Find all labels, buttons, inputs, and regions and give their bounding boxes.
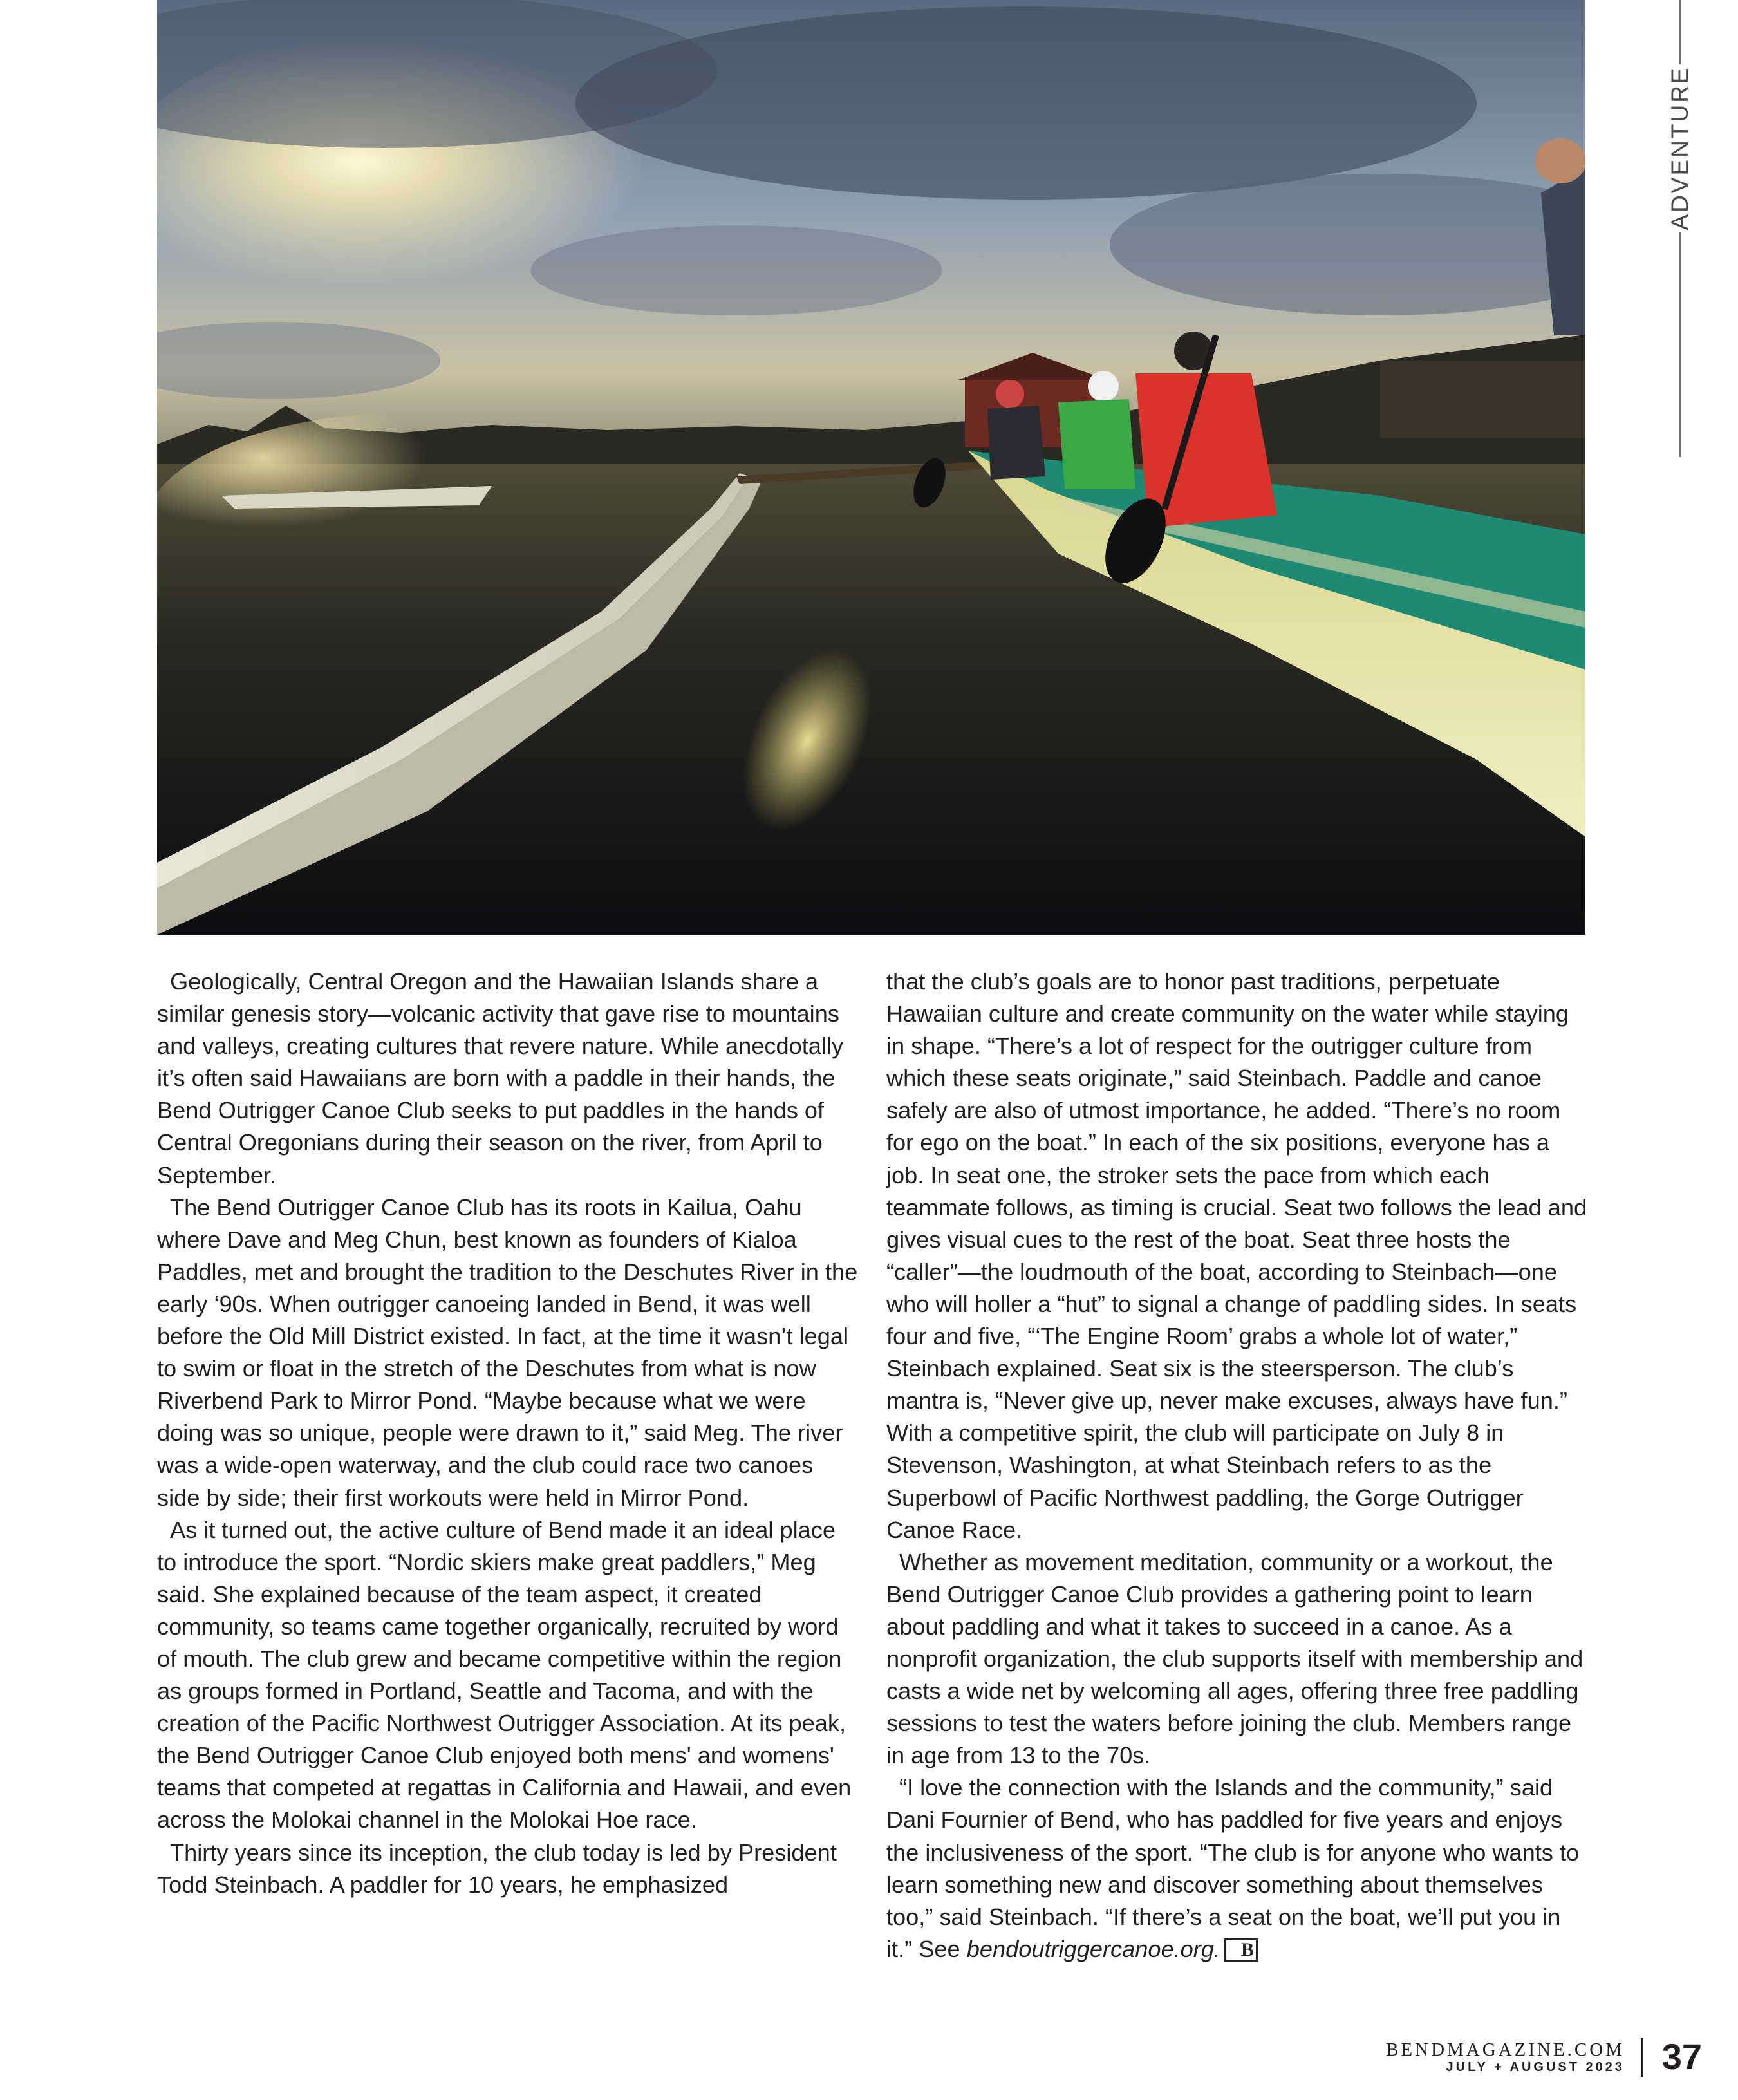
magazine-issue: JULY + AUGUST 2023	[1446, 2060, 1625, 2074]
section-tab	[1667, 0, 1693, 464]
section-rule	[1679, 0, 1681, 64]
section-rule	[1679, 232, 1681, 457]
article-column-left	[157, 966, 859, 1901]
article-paragraph: The Bend Outrigger Canoe Club has its roots in Kailua, Oahu where Dave and Meg Chun, best known as founders of Kialoa Paddles, met and brought the tradition to the Deschutes River in the early ‘90s. When outrigger canoeing landed in Bend, it was well before the Old Mill District existed. In fact, at the time it wasn’t legal to swim or float in the stretch of the Deschutes from what is now Riverbend Park to Mirror Pond. “Maybe because what we were doing was so unique, people were drawn to it,” said Meg. The river was a wide-open waterway, and the club could race two canoes side by side; their first workouts were held in Mirror Pond.	[157, 1194, 858, 1511]
magazine-site: BENDMAGAZINE.COM	[1386, 2039, 1625, 2060]
outrigger-canoe-photo	[157, 0, 1585, 935]
page-number: 37	[1661, 2036, 1702, 2077]
article-paragraph-final	[886, 1772, 1588, 1965]
article-paragraph: As it turned out, the active culture of Bend made it an ideal place to introduce the sport. “Nordic skiers make great paddlers,” Meg said. She explained because of the team aspect, it created community, so teams came together organically, recruited by word of mouth. The club grew and became competitive within the region as groups formed in Portland, Seattle and Tacoma, and with the creation of the Pacific Northwest Outrigger Association. At its peak, the Bend Outrigger Canoe Club enjoyed both mens' and womens' teams that competed at regattas in California and Hawaii, and even across the Molokai channel in the Molokai Hoe race.	[157, 1516, 852, 1833]
end-mark-icon: B	[1224, 1938, 1258, 1962]
article-paragraph: Thirty years since its inception, the club today is led by President Todd Steinbach. A paddler for 10 years, he emphasized	[157, 1839, 837, 1898]
section-label: ADVENTURE	[1667, 66, 1693, 230]
article-paragraph: Geologically, Central Oregon and the Hawaiian Islands share a similar genesis story—volcanic activity that gave rise to mountains and valleys, creating cultures that revere nature. While anecdotally it’s often said Hawaiians are born with a paddle in their hands, the Bend Outrigger Canoe Club seeks to put paddles in the hands of Central Oregonians during their season on the river, from April to September.	[157, 968, 844, 1188]
article-body	[157, 966, 1585, 1970]
hero-photo	[157, 0, 1585, 935]
article-paragraph: that the club’s goals are to honor past traditions, perpetuate Hawaiian culture and create community on the water while staying in shape. “There’s a lot of respect for the outrigger culture from which these seats originate,” said Steinbach. Paddle and canoe safely are also of utmost importance, he added. “There’s no room for ego on the boat.” In each of the six positions, everyone has a job. In seat one, the stroker sets the pace from which each teammate follows, as timing is crucial. Seat two follows the lead and gives visual cues to the rest of the boat. Seat three hosts the “caller”—the loudmouth of the boat, according to Steinbach—one who will holler a “hut” to signal a change of paddling sides. In seats four and five, “‘The Engine Room’ grabs a whole lot of water,” Steinbach explained. Seat six is the steersperson. The club’s mantra is, “Never give up, never make excuses, always have fun.” With a competitive spirit, the club will participate on July 8 in Stevenson, Washington, at what Steinbach refers to as the Superbowl of Pacific Northwest paddling, the Gorge Outrigger Canoe Race.	[886, 968, 1587, 1543]
club-website-link[interactable]: bendoutriggercanoe.org.	[966, 1935, 1221, 1962]
article-paragraph: Whether as movement meditation, community or a workout, the Bend Outrigger Canoe Club provides a gathering point to learn about paddling and what it takes to succeed in a canoe. As a nonprofit organization, the club supports itself with membership and casts a wide net by welcoming all ages, offering three free paddling sessions to test the waters before joining the club. Members range in age from 13 to the 70s.	[886, 1548, 1584, 1769]
article-paragraph-text: “I love the connection with the Islands and the community,” said Dani Fournier of Bend, who has paddled for five years and enjoys the inclusiveness of the sport. “The club is for anyone who wants to learn something new and discover something about themselves too,” said Steinbach. “If there’s a seat on the boat, we’ll put you in it.” See	[886, 1774, 1580, 1962]
article-column-right	[886, 966, 1588, 1965]
folio-divider	[1641, 2038, 1643, 2077]
